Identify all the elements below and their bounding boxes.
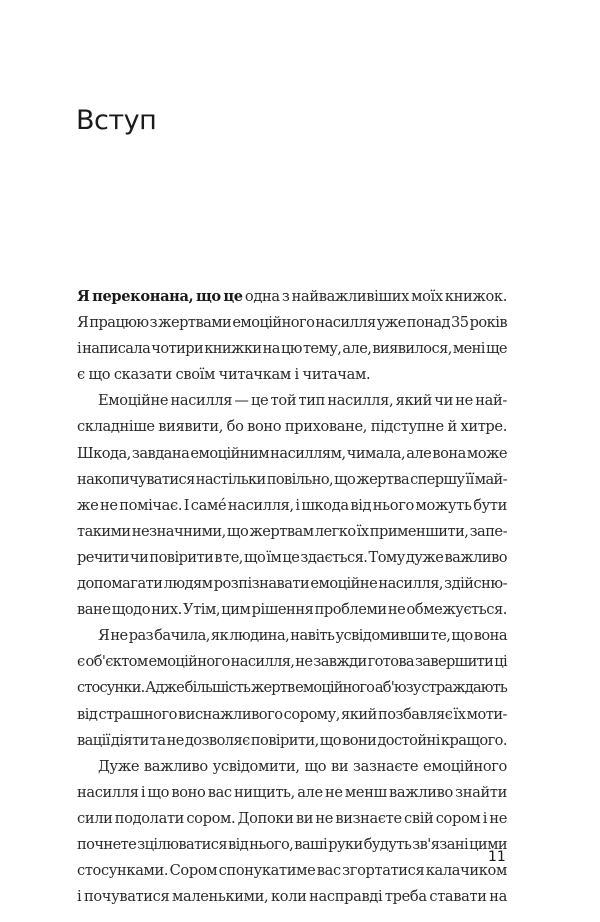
text-line: Емоційне насилля — це той тип насилля, який чи не най- <box>98 392 507 410</box>
paragraph-2 <box>77 388 507 623</box>
paragraph-4 <box>77 754 507 911</box>
text-line: стосунки. Адже більшість жертв емоційного аб'юзу страждають <box>77 679 507 697</box>
text-line: же не помічає. І самé насилля, і шкода від нього можуть бути <box>77 496 507 514</box>
text-line: накопичуватися настільки повільно, що жертва спершу її май- <box>77 470 507 488</box>
text-line: допомагати людям розпізнавати емоційне насилля, здійсню- <box>77 575 507 593</box>
text-line <box>77 284 507 310</box>
paragraph-3 <box>77 623 507 753</box>
text-line-rest: одна з найважливіших моїх книжок. <box>242 288 507 305</box>
paragraph-1 <box>77 284 507 388</box>
text-line: є об'єктом емоційного насилля, не завжди готова завершити ці <box>77 653 507 671</box>
text-line: почнете зцілюватися від нього, ваші руки будуть зв'язані цими <box>77 835 507 853</box>
text-line: вації діяти та не дозволяє повірити, що вони достойні кращого. <box>77 731 507 749</box>
text-line: є що сказати своїм читачкам і читачам. <box>77 366 371 384</box>
chapter-title: Вступ <box>76 105 157 136</box>
text-line: і написала чотири книжки на цю тему, але, виявилося, мені ще <box>77 340 507 358</box>
text-line: Дуже важливо усвідомити, що ви зазнаєте емоційного <box>98 757 507 775</box>
text-line: і почуватися маленькими, коли насправді треба ставати на <box>77 888 507 906</box>
text-line: Я не раз бачила, як людина, навіть усвідомивши те, що вона <box>98 627 507 645</box>
text-line: складніше виявити, бо воно приховане, підступне й хитре. <box>77 418 507 436</box>
text-line: сили подолати сором. Допоки ви не визнаєте свій сором і не <box>77 809 507 827</box>
text-line: речити чи повірити в те, що їм це здається. Тому дуже важливо <box>77 548 507 566</box>
text-line: стосунками. Сором спонукатиме вас згортатися калачиком <box>77 862 507 880</box>
body-text <box>77 284 507 910</box>
text-line: такими незначними, що жертвам легко їх применшити, запе- <box>77 522 507 540</box>
lead-in-bold: Я переконана, що це <box>77 288 243 305</box>
page-number: 11 <box>488 849 506 865</box>
text-line: Я працюю з жертвами емоційного насилля уже понад 35 років <box>77 314 507 332</box>
text-line: насилля і що воно вас нищить, але не менш важливо знайти <box>77 783 507 801</box>
text-line: ване щодо них. Утім, цим рішення проблеми не обмежується. <box>77 601 507 619</box>
text-line: від страшного виснажливого сорому, який позбавляє їх моти- <box>77 705 507 723</box>
text-line: Шкода, завдана емоційним насиллям, чимала, але вона може <box>77 444 507 462</box>
